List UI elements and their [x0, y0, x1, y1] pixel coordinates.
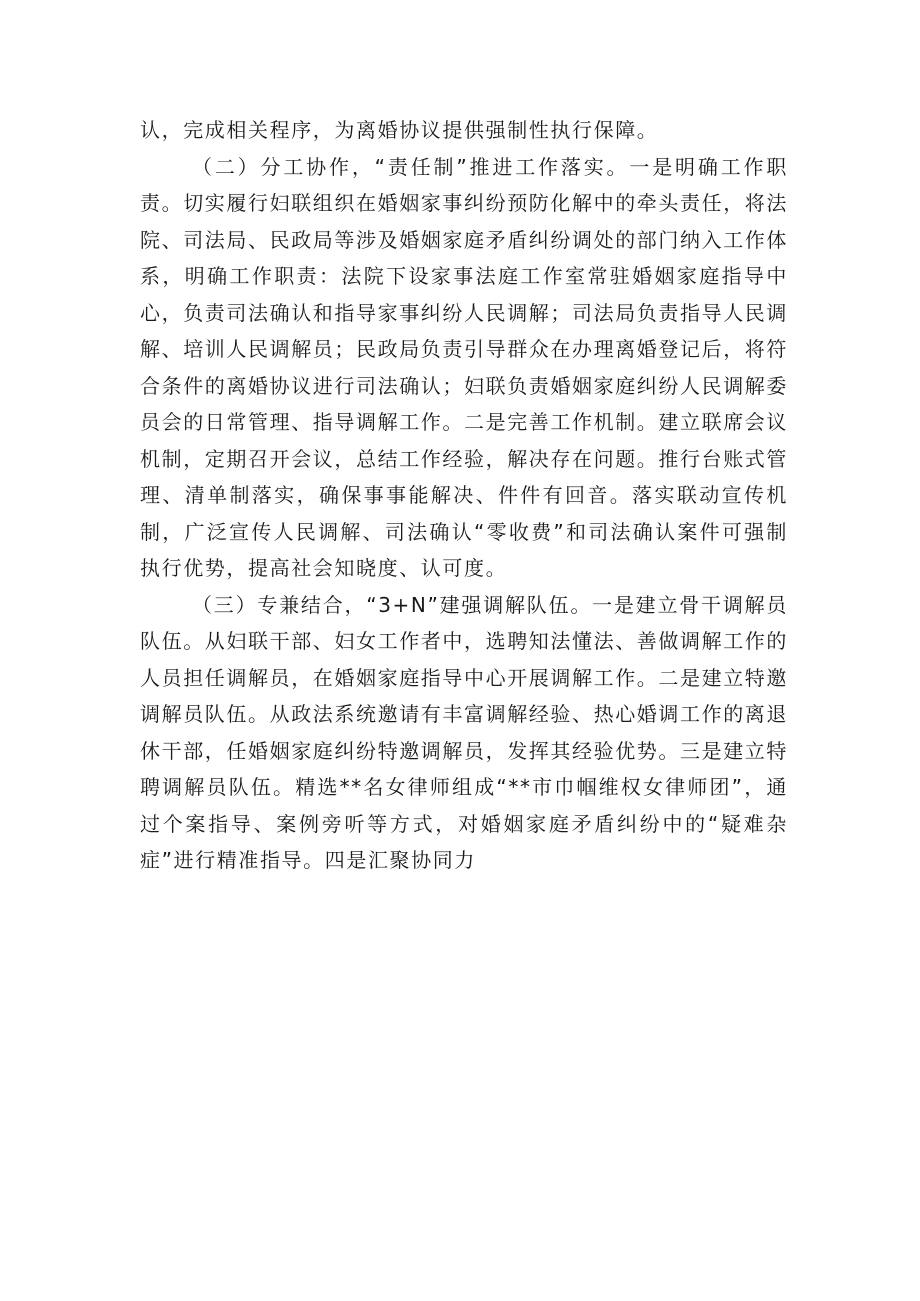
document-body [140, 112, 788, 879]
paragraph-section-three: （三）专兼结合，“3+N”建强调解队伍。一是建立骨干调解员队伍。从妇联干部、妇女工作者中，选聘知法懂法、善做调解工作的人员担任调解员，在婚姻家庭指导中心开展调解工作。二是建立特邀调解员队伍。从政法系统邀请有丰富调解经验、热心婚调工作的离退休干部，任婚姻家庭纠纷特邀调解员，发挥其经验优势。三是建立特聘调解员队伍。精选**名女律师组成“**市巾帼维权女律师团”，通过个案指导、案例旁听等方式，对婚姻家庭矛盾纠纷中的“疑难杂症”进行精准指导。四是汇聚协同力 [140, 592, 788, 872]
paragraph-continuation: 认，完成相关程序，为离婚协议提供强制性执行保障。 [140, 118, 659, 142]
paragraph-section-two: （二）分工协作，“责任制”推进工作落实。一是明确工作职责。切实履行妇联组织在婚姻家事纠纷预防化解中的牵头责任，将法院、司法局、民政局等涉及婚姻家庭矛盾纠纷调处的部门纳入工作体系，明确工作职责：法院下设家事法庭工作室常驻婚姻家庭指导中心，负责司法确认和指导家事纠纷人民调解；司法局负责指导人民调解、培训人民调解员；民政局负责引导群众在办理离婚登记后，将符合条件的离婚协议进行司法确认；妇联负责婚姻家庭纠纷人民调解委员会的日常管理、指导调解工作。二是完善工作机制。建立联席会议机制，定期召开会议，总结工作经验，解决存在问题。推行台账式管理、清单制落实，确保事事能解决、件件有回音。落实联动宣传机制，广泛宣传人民调解、司法确认“零收费”和司法确认案件可强制执行优势，提高社会知晓度、认可度。 [140, 154, 788, 580]
